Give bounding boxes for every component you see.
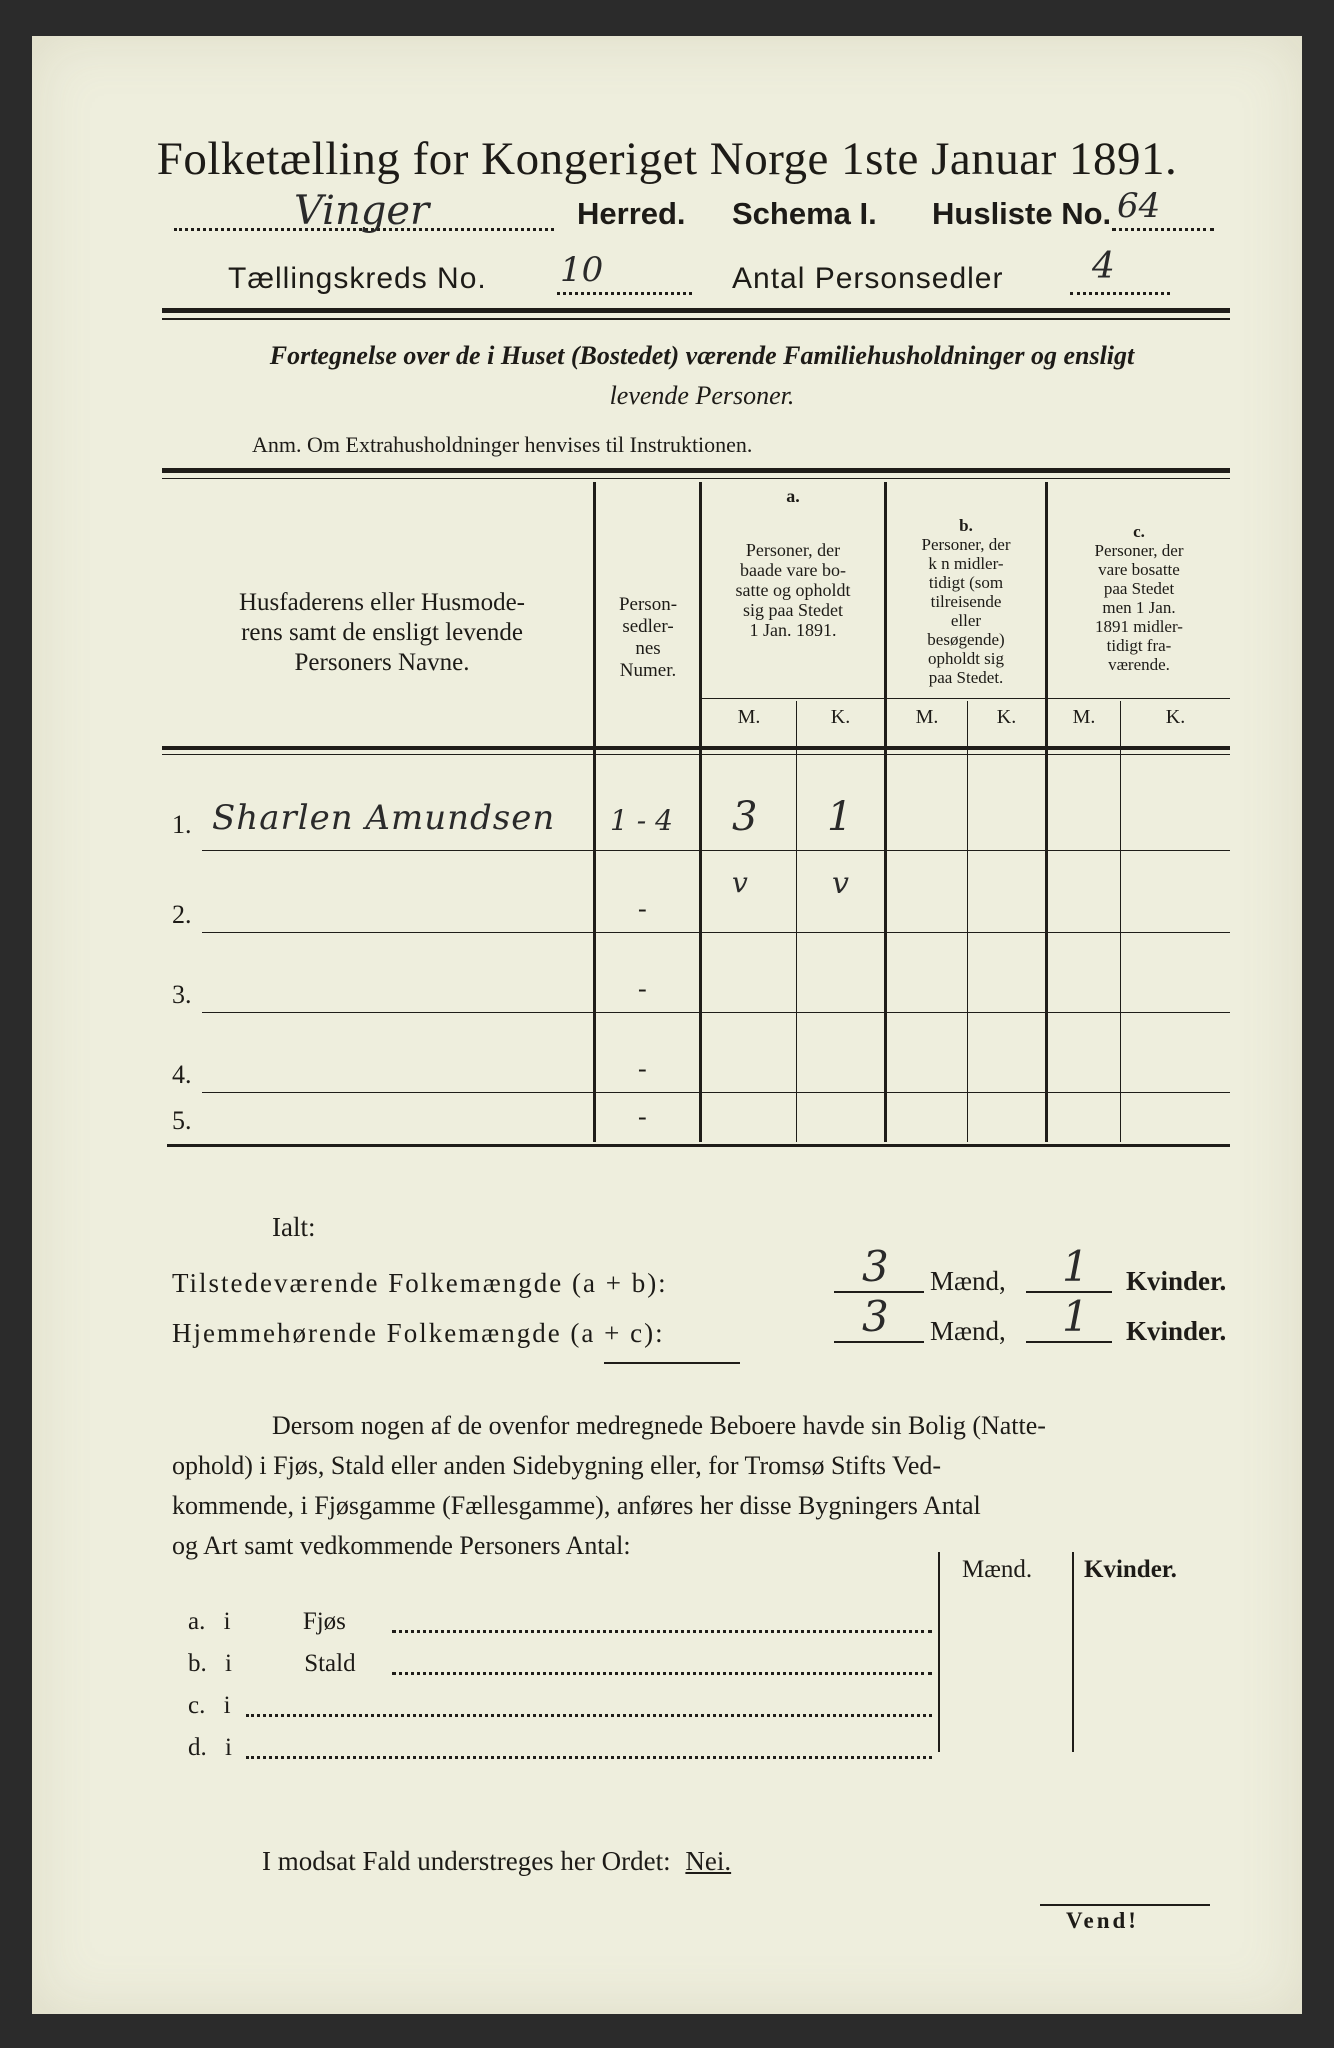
bolig-row-a-label: Fjøs <box>302 1608 346 1635</box>
row-1-sedler: 1 - 4 <box>610 804 673 837</box>
col-b-text: eller <box>950 611 982 630</box>
col-b-text: paa Stedet. <box>928 668 1004 687</box>
header-bottom-rule-thin <box>162 754 1230 755</box>
kreds-label: Tællingskreds No. <box>228 262 487 295</box>
header-rule-thin <box>162 318 1230 320</box>
col-c-text: vare bosatte <box>1098 560 1180 579</box>
kreds-value: 10 <box>560 250 604 290</box>
intro-line-1: Fortegnelse over de i Huset (Bostedet) værende Familiehusholdninger og ensligt <box>269 341 1135 370</box>
table-top-rule-thin <box>162 478 1230 479</box>
bolig-row-d-letter: d. <box>188 1734 207 1761</box>
col-a-text: baade vare bo- <box>740 560 846 580</box>
row-3-rule <box>202 1012 1230 1013</box>
col-b-text: besøgende) <box>927 630 1005 649</box>
col-a-text: sig paa Stedet <box>743 600 843 620</box>
col-name-header-line: Personers Navne. <box>294 649 470 676</box>
bolig-row-d-dots <box>246 1756 932 1759</box>
tilstede-maend: Mænd, <box>930 1266 1006 1296</box>
bolig-row-a-i: i <box>223 1608 231 1635</box>
bolig-row-c <box>188 1692 231 1720</box>
bolig-line-2: ophold) i Fjøs, Stald eller anden Sidebygning eller, for Tromsø Stifts Ved- <box>172 1451 942 1480</box>
col-num-header-line: sedler- <box>622 616 674 637</box>
row-1-check-m: v <box>732 866 748 899</box>
col-rule-b-mk <box>967 701 968 1142</box>
hjemme-kvinder: Kvinder. <box>1126 1316 1227 1346</box>
nei-word: Nei. <box>685 1846 732 1876</box>
col-c-text: 1891 midler- <box>1095 617 1183 636</box>
bolig-row-b <box>188 1650 356 1678</box>
col-c-text: værende. <box>1108 655 1170 674</box>
col-c-text: tidigt fra- <box>1106 636 1172 655</box>
bolig-col-kvinder: Kvinder. <box>1084 1556 1177 1583</box>
col-name-header-line: rens samt de ensligt levende <box>241 619 523 646</box>
a-k-label: K. <box>830 706 851 728</box>
col-c-header <box>1048 522 1230 674</box>
row-2-sedler: - <box>638 894 647 923</box>
bolig-line-3: kommende, i Fjøsgamme (Fællesgamme), anføres her disse Bygningers Antal <box>172 1491 981 1520</box>
bolig-row-d-i: i <box>225 1734 232 1761</box>
bolig-row-c-dots <box>246 1714 932 1717</box>
col-b-text: k n midler- <box>928 554 1004 573</box>
bolig-row-c-letter: c. <box>188 1692 206 1719</box>
col-a-text: 1 Jan. 1891. <box>749 620 837 640</box>
herred-label: Herred. <box>577 196 686 231</box>
table-bottom-rule <box>167 1144 1230 1147</box>
antal-value: 4 <box>1092 246 1115 287</box>
col-b-text: tilreisende <box>930 592 1002 611</box>
col-a-text: satte og opholdt <box>735 580 851 600</box>
antal-label: Antal Personsedler <box>732 262 1004 295</box>
col-c-text: paa Stedet <box>1103 579 1175 598</box>
schema-label: Schema I. <box>732 196 877 231</box>
col-c-text: Personer, der <box>1094 541 1184 560</box>
row-1-check-k: v <box>832 866 849 901</box>
col-a-header <box>702 486 884 640</box>
bolig-row-b-i: i <box>225 1650 232 1677</box>
modsat-text: I modsat Fald understreges her Ordet: <box>262 1846 671 1876</box>
col-name-header-line: Husfaderens eller Husmode- <box>238 589 525 616</box>
modsat-line <box>262 1846 731 1877</box>
col-rule-a-mk <box>796 701 797 1142</box>
col-a-text: Personer, der <box>745 540 841 560</box>
bolig-row-a <box>188 1608 346 1636</box>
col-num-header-line: Numer. <box>619 660 677 681</box>
herred-value: Vinger <box>294 188 430 234</box>
bolig-col-rule-2 <box>1072 1552 1074 1752</box>
col-rule-name <box>593 482 596 1142</box>
tilstede-kvinder: Kvinder. <box>1126 1266 1227 1296</box>
row-4-sedler: - <box>638 1054 647 1083</box>
row-2-rule <box>202 932 1230 933</box>
col-b-header <box>887 516 1045 687</box>
bolig-row-a-dots <box>392 1630 932 1633</box>
mk-subrule-c <box>1048 698 1230 699</box>
hjemme-k-line <box>1026 1341 1112 1343</box>
row-1-name: Sharlen Amundsen <box>212 798 556 838</box>
mk-subrule-a <box>702 698 884 699</box>
tilstede-k-value: 1 <box>1062 1242 1089 1291</box>
ialt-label: Ialt: <box>272 1212 316 1242</box>
vend-label: Vend! <box>1066 1908 1139 1933</box>
bolig-row-b-letter: b. <box>188 1650 207 1677</box>
intro-line-2: levende Personer. <box>609 381 795 410</box>
col-rule-c-mk <box>1120 701 1121 1142</box>
col-num-header <box>597 594 699 682</box>
col-c-letter: c. <box>1133 522 1145 541</box>
col-num-header-line: nes <box>635 638 661 659</box>
bolig-col-rule-1 <box>938 1552 940 1752</box>
row-1-rule <box>202 850 1230 851</box>
husliste-value: 64 <box>1117 186 1161 226</box>
row-1-a-k: 1 <box>827 794 853 840</box>
col-name-header <box>172 588 592 678</box>
c-k-label: K. <box>1165 706 1186 728</box>
col-b-text: tidigt (som <box>928 573 1004 592</box>
bolig-row-a-letter: a. <box>188 1608 206 1635</box>
row-4-number: 4. <box>172 1060 192 1089</box>
row-3-sedler: - <box>638 974 647 1003</box>
section-divider <box>604 1362 740 1364</box>
col-b-text: Personer, der <box>921 535 1011 554</box>
row-2-number: 2. <box>172 900 192 929</box>
bolig-row-d <box>188 1734 232 1762</box>
c-m-label: M. <box>1072 706 1096 728</box>
row-5-number: 5. <box>172 1106 192 1135</box>
anm-note: Anm. Om Extrahusholdninger henvises til Instruktionen. <box>252 432 753 457</box>
form-title: Folketælling for Kongeriget Norge 1ste Januar 1891. <box>156 133 1178 185</box>
bolig-row-b-dots <box>392 1672 932 1675</box>
census-form-page <box>32 36 1302 2014</box>
col-b-letter: b. <box>959 516 973 535</box>
col-b-text: opholdt sig <box>927 649 1005 668</box>
hjemme-k-value: 1 <box>1062 1292 1089 1341</box>
bolig-col-maend: Mænd. <box>962 1556 1033 1583</box>
bolig-row-b-label: Stald <box>304 1650 356 1677</box>
table-top-rule <box>162 468 1230 473</box>
col-c-text: men 1 Jan. <box>1102 598 1176 617</box>
a-m-label: M. <box>737 706 761 728</box>
bolig-paragraph <box>172 1406 1242 1566</box>
col-a-letter: a. <box>786 486 800 506</box>
row-1-number: 1. <box>172 810 192 839</box>
header-bottom-rule <box>162 746 1230 750</box>
row-1-a-m: 3 <box>732 794 758 840</box>
hjemme-maend: Mænd, <box>930 1316 1006 1346</box>
tilstede-label: Tilstedeværende Folkemængde (a + b): <box>172 1268 668 1298</box>
bolig-line-1: Dersom nogen af de ovenfor medregnede Beboere havde sin Bolig (Natte- <box>272 1411 1046 1440</box>
antal-dotted-line <box>1070 292 1170 295</box>
kreds-dotted-line <box>557 292 692 295</box>
hjemme-label: Hjemmehørende Folkemængde (a + c): <box>172 1318 665 1348</box>
mk-subrule-b <box>887 698 1045 699</box>
row-3-number: 3. <box>172 980 192 1009</box>
hjemme-m-value: 3 <box>862 1292 889 1341</box>
row-4-rule <box>202 1092 1230 1093</box>
header-rule <box>162 308 1230 313</box>
tilstede-m-value: 3 <box>862 1242 889 1291</box>
b-m-label: M. <box>915 706 939 728</box>
row-5-sedler: - <box>638 1102 647 1131</box>
vend-rule <box>1040 1904 1210 1906</box>
bolig-row-c-i: i <box>223 1692 231 1719</box>
husliste-label: Husliste No. <box>932 196 1112 231</box>
hjemme-m-line <box>834 1341 924 1343</box>
col-num-header-line: Person- <box>618 594 678 615</box>
b-k-label: K. <box>996 706 1017 728</box>
husliste-dotted-line <box>1112 228 1214 231</box>
bolig-line-4: og Art samt vedkommende Personers Antal: <box>172 1531 631 1560</box>
